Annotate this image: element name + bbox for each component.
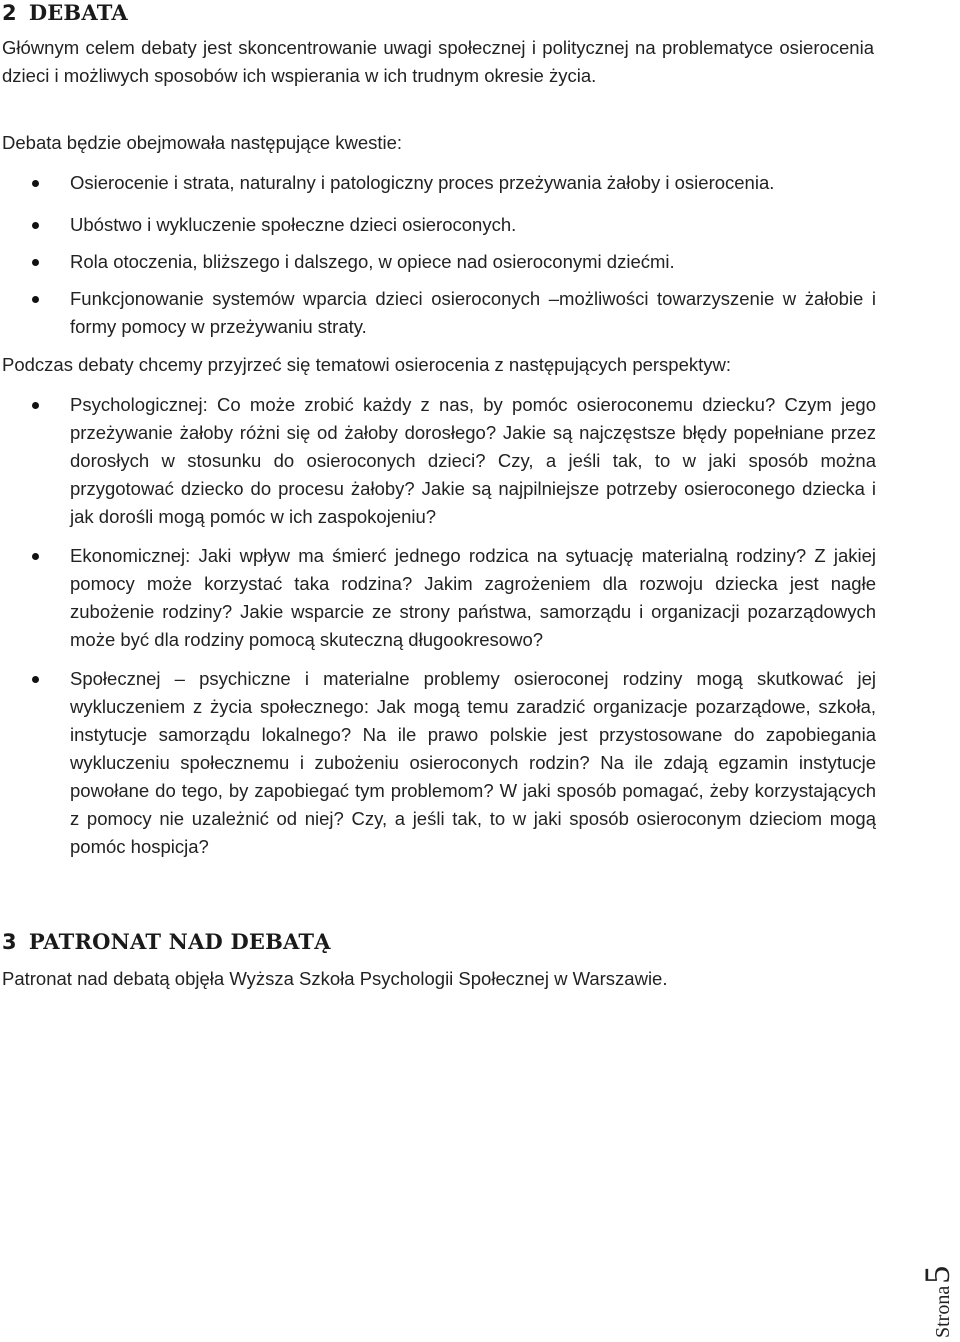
perspectives-list [0,391,876,872]
issue-item: Rola otoczenia, bliższego i dalszego, w opiece nad osieroconymi dziećmi. [0,248,876,276]
perspective-item-social: Społecznej – psychiczne i materialne problemy osieroconej rodziny mogą skutkować jej wykluczeniem z życia społecznego: Jak mogą temu zaradzić organizacje pozarządowe, szkoła, instytucje samorządu lokalnego? Na ile prawo polskie jest przystosowane do zapobiegania wykluczeniu społecznemu i zubożeniu osieroconych rodzin? Na ile zdają egzamin instytucje powołane do tego, by zapobiegać tym problemom? W jaki sposób pomagać, żeby korzystających z pomocy nie uzależnić od niej? Czy, a jeśli tak, to w jaki sposób osieroconym dzieciom mogą pomóc hospicja? [0,665,876,861]
issue-item: Funkcjonowanie systemów wparcia dzieci osieroconych –możliwości towarzyszenie w żałobie i formy pomocy w przeżywaniu straty. [0,285,876,341]
perspective-item-economic: Ekonomicznej: Jaki wpływ ma śmierć jednego rodzica na sytuację materialną rodziny? Z jakiej pomocy może korzystać taka rodzina? Jakim zagrożeniem dla rozwoju dziecka jest nagłe zubożenie rodziny? Jakie wsparcie ze strony państwa, samorządu i organizacji pozarządowych może być dla rodziny pomocą skuteczną długookresowo? [0,542,876,654]
issues-list [0,169,876,355]
page-number: 5 [917,1265,957,1284]
footer-label: Strona [932,1285,954,1338]
section-3-number: 3 [2,930,17,954]
page-footer [917,1250,960,1340]
issue-item: Ubóstwo i wykluczenie społeczne dzieci osieroconych. [0,211,876,239]
perspectives-lead: Podczas debaty chcemy przyjrzeć się tematowi osierocenia z następujących perspektyw: [2,354,732,375]
issues-lead: Debata będzie obejmowała następujące kwestie: [2,132,403,153]
section-2-number: 2 [2,1,17,25]
section-3-heading [2,929,331,954]
section-2-title: DEBATA [28,0,128,25]
issue-item: Osierocenie i strata, naturalny i patologiczny proces przeżywania żałoby i osierocenia. [0,169,876,197]
footer-rotated [916,1266,958,1338]
section-2-heading [2,0,128,25]
section-2-intro: Głównym celem debaty jest skoncentrowanie uwagi społecznej i politycznej na problematyce osierocenia dzieci i możliwych sposobów ich wspierania w ich trudnym okresie życia. [2,37,874,86]
perspective-item-psychological: Psychologicznej: Co może zrobić każdy z nas, by pomóc osieroconemu dziecku? Czym jego przeżywanie żałoby różni się od żałoby dorosłego? Jakie są najczęstsze błędy popełniane przez dorosłych w stosunku do osieroconych dzieci? Czy, a jeśli tak, to w jaki sposób można przygotować dziecko do procesu żałoby? Jakie są najpilniejsze potrzeby osieroconego dziecka i jak dorośli mogą pomóc w ich zaspokojeniu? [0,391,876,531]
section-3-title: PATRONAT NAD DEBATĄ [28,929,331,954]
section-3-text: Patronat nad debatą objęła Wyższa Szkoła Psychologii Społecznej w Warszawie. [2,968,668,989]
